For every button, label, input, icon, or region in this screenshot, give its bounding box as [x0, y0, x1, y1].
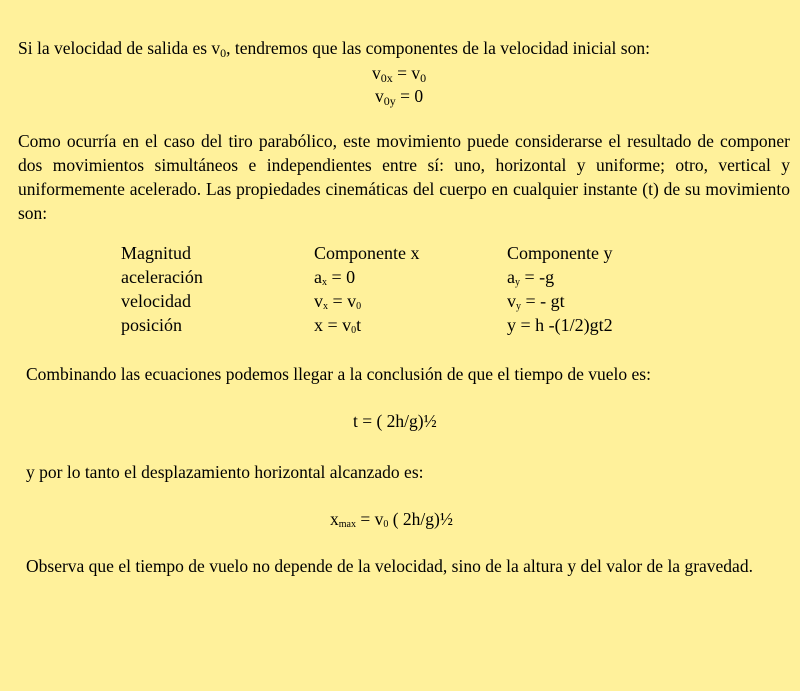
magnitudes-table: [121, 241, 613, 337]
row-y-value: y = h -(1/2)gt2: [507, 315, 613, 335]
table-row: [121, 313, 613, 337]
paragraph-observa: Observa que el tiempo de vuelo no depende de la velocidad, sino de la altura y del valor de la gravedad.: [26, 556, 753, 576]
intro-sub: 0: [220, 46, 227, 60]
row-y-value: vy = - gt: [507, 291, 565, 312]
row-x-value: ax = 0: [314, 267, 356, 288]
equation-v0x: [372, 61, 426, 85]
eq1-lhs: v: [372, 63, 381, 83]
intro-line: [18, 36, 788, 60]
paragraph-combinando: Combinando las ecuaciones podemos llegar a la conclusión de que el tiempo de vuelo es:: [26, 364, 651, 384]
equation-time: t = ( 2h/g)½: [353, 411, 437, 431]
eqx-sub2: 0: [383, 519, 389, 530]
eqx-sub: max: [338, 519, 356, 530]
row-y-value: ay = -g: [507, 267, 555, 288]
paragraph-tiro: Como ocurría en el caso del tiro parabólico, este movimiento puede considerarse el resultado de componer dos movimientos simultáneos e independientes entre sí: uno, horizontal y uniforme; otro, vertical y uniformemente acelerado. Las propiedades cinemáticas del cuerpo en cualquier instante (t) de su movimiento son:: [18, 131, 790, 223]
eq2-rhs: = 0: [395, 86, 424, 106]
table-row: [121, 289, 613, 313]
table-row: [121, 265, 613, 289]
eqx-base: x: [330, 509, 339, 529]
header-componente-y: Componente y: [507, 243, 613, 263]
intro-text-a: Si la velocidad de salida es v: [18, 38, 221, 58]
table-header-row: [121, 241, 613, 265]
eq1-mid: = v: [392, 63, 421, 83]
intro-text-b: , tendremos que las componentes de la velocidad inicial son:: [226, 38, 650, 58]
eq2-lhs: v: [375, 86, 384, 106]
eqx-rest: ( 2h/g)½: [388, 509, 453, 529]
equation-v0y: [375, 84, 423, 108]
row-x-value: x = v0t: [314, 315, 362, 336]
row-name: velocidad: [121, 291, 191, 311]
equation-xmax: [330, 507, 453, 531]
row-x-value: vx = v0: [314, 291, 362, 312]
row-name: aceleración: [121, 267, 203, 287]
eqx-mid: = v: [355, 509, 384, 529]
row-name: posición: [121, 315, 182, 335]
eq2-lhs-sub: 0y: [383, 94, 396, 108]
header-componente-x: Componente x: [314, 243, 420, 263]
eq1-lhs-sub: 0x: [380, 71, 393, 85]
eq1-rhs-sub: 0: [420, 71, 427, 85]
header-magnitud: Magnitud: [121, 243, 191, 263]
paragraph-desplazamiento: y por lo tanto el desplazamiento horizontal alcanzado es:: [26, 462, 424, 482]
